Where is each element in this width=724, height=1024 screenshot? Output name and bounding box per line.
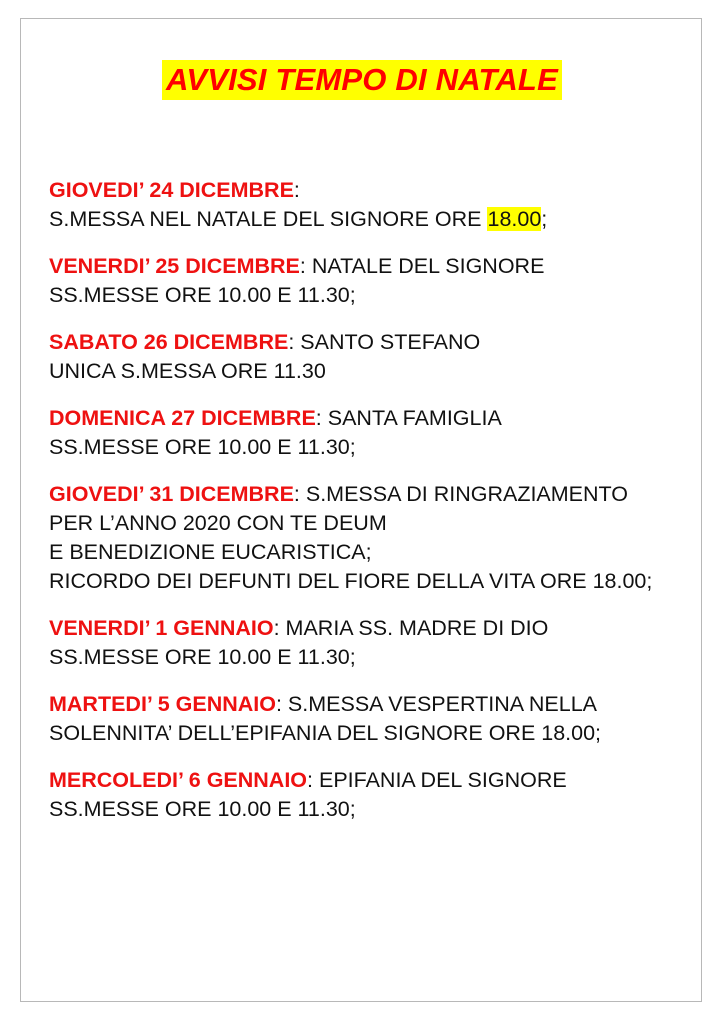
notice-detail-line: SS.MESSE ORE 10.00 E 11.30; bbox=[49, 283, 356, 307]
notice-heading-line bbox=[49, 328, 709, 357]
notice-day: GIOVEDI’ 31 DICEMBRE bbox=[49, 482, 294, 506]
notices-list bbox=[49, 176, 709, 842]
notice-heading-rest: : MARIA SS. MADRE DI DIO bbox=[273, 616, 549, 640]
notice-day: MERCOLEDI’ 6 GENNAIO bbox=[49, 768, 308, 792]
notice-heading-rest: : NATALE DEL SIGNORE bbox=[299, 254, 545, 278]
notice-heading-line bbox=[49, 252, 709, 281]
notice-detail-line: UNICA S.MESSA ORE 11.30 bbox=[49, 359, 326, 383]
notice-day: VENERDI’ 25 DICEMBRE bbox=[49, 254, 300, 278]
notice-heading-line bbox=[49, 176, 709, 205]
highlighted-time: 18.00 bbox=[487, 207, 542, 231]
notice-detail-text: S.MESSA NEL NATALE DEL SIGNORE ORE bbox=[49, 207, 488, 231]
notice-heading-rest: : SANTO STEFANO bbox=[288, 330, 481, 354]
notice-detail-line: SOLENNITA’ DELL’EPIFANIA DEL SIGNORE ORE 18.00; bbox=[49, 721, 602, 745]
notice-heading-line bbox=[49, 404, 709, 433]
notice-detail-line: RICORDO DEI DEFUNTI DEL FIORE DELLA VITA ORE 18.00; bbox=[49, 569, 653, 593]
notice-heading-line bbox=[49, 480, 709, 509]
notice-heading-rest: : S.MESSA VESPERTINA NELLA bbox=[275, 692, 598, 716]
notice-day: DOMENICA 27 DICEMBRE bbox=[49, 406, 316, 430]
notice-detail-line: PER L’ANNO 2020 CON TE DEUM bbox=[49, 511, 387, 535]
notice-detail-line: E BENEDIZIONE EUCARISTICA; bbox=[49, 540, 372, 564]
notice-detail-line bbox=[49, 205, 709, 234]
notice-item bbox=[49, 404, 709, 462]
notice-detail-line: SS.MESSE ORE 10.00 E 11.30; bbox=[49, 435, 356, 459]
notice-item bbox=[49, 176, 709, 234]
notice-item bbox=[49, 480, 709, 596]
notice-item bbox=[49, 328, 709, 386]
notice-item bbox=[49, 690, 709, 748]
notice-detail-line: SS.MESSE ORE 10.00 E 11.30; bbox=[49, 645, 356, 669]
page-title: AVVISI TEMPO DI NATALE bbox=[162, 60, 562, 100]
notice-item bbox=[49, 766, 709, 824]
notice-heading-rest: : SANTA FAMIGLIA bbox=[315, 406, 502, 430]
notice-day: MARTEDI’ 5 GENNAIO bbox=[49, 692, 276, 716]
notice-detail-line: SS.MESSE ORE 10.00 E 11.30; bbox=[49, 797, 356, 821]
notice-heading-rest: : EPIFANIA DEL SIGNORE bbox=[307, 768, 567, 792]
notice-heading-line bbox=[49, 614, 709, 643]
notice-heading-line bbox=[49, 690, 709, 719]
notice-day: VENERDI’ 1 GENNAIO bbox=[49, 616, 274, 640]
notice-day: GIOVEDI’ 24 DICEMBRE bbox=[49, 178, 294, 202]
title-container bbox=[0, 60, 724, 100]
notice-day: SABATO 26 DICEMBRE bbox=[49, 330, 289, 354]
notice-heading-rest: : bbox=[293, 178, 300, 202]
notice-item bbox=[49, 252, 709, 310]
notice-heading-rest: : S.MESSA DI RINGRAZIAMENTO bbox=[293, 482, 629, 506]
notice-item bbox=[49, 614, 709, 672]
notice-detail-suffix: ; bbox=[541, 207, 548, 231]
notice-heading-line bbox=[49, 766, 709, 795]
